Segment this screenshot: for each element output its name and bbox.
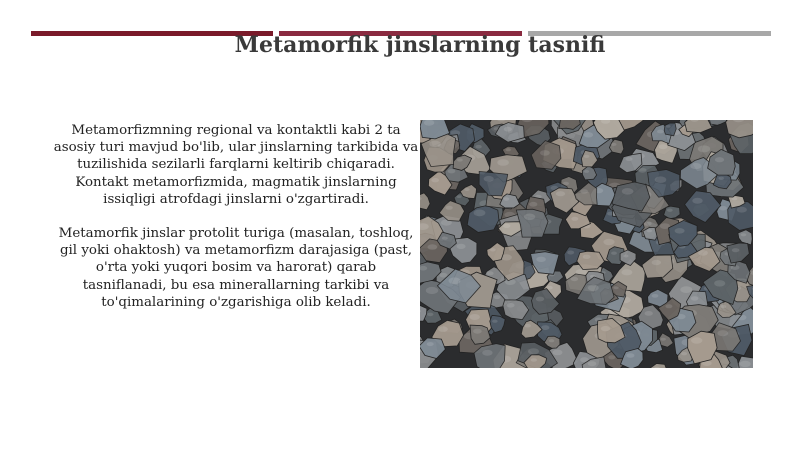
paragraph-1: Metamorfizmning regional va kontaktli kabi 2 ta asosiy turi mavjud bo'lib, ular jinslarning tarkibida va tuzilishida sezilarli farqlarni keltirib chiqaradi. Kontakt metamorfizmida, magmatik jinslarning issiqligi atrofdagi jinslarni o'zgartiradi.	[53, 123, 419, 207]
slide-title: Metamorfik jinslarning tasnifi	[234, 32, 606, 58]
gravel-rocks-photo	[420, 120, 753, 368]
paragraph-2: Metamorfik jinslar protolit turiga (masalan, toshloq, gil yoki ohaktosh) va metamorfizm darajasiga (past, o'rta yoki yuqori bosim va harorat) qarab tasniflanadi, bu esa minerallarning tarkibi va to'qimalarining o'zgarishiga olib keladi.	[58, 226, 414, 310]
slide-body	[52, 122, 420, 328]
